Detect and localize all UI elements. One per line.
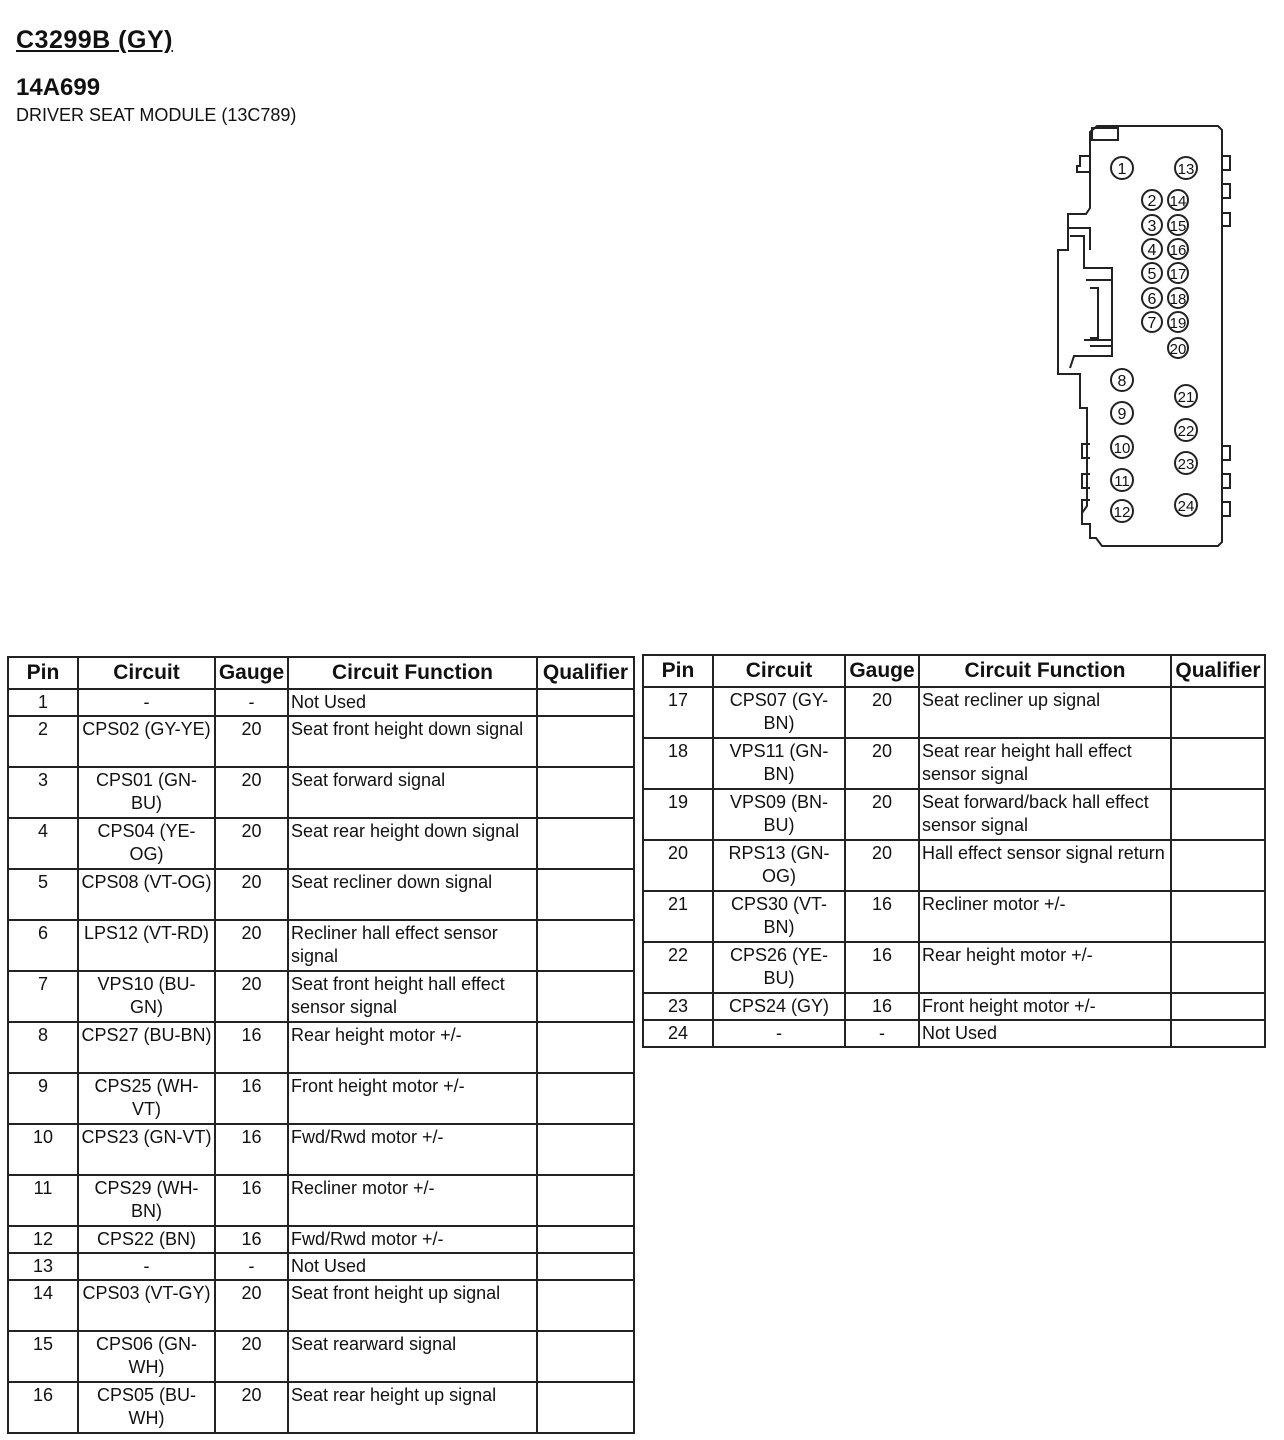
cell-function: Not Used: [288, 1253, 537, 1280]
cell-circuit: CPS29 (WH-BN): [78, 1175, 215, 1226]
connector-housing-outline: [1058, 126, 1230, 546]
cell-circuit: -: [78, 689, 215, 716]
table-row: [8, 1253, 634, 1280]
cell-qualifier: [537, 716, 634, 767]
table-row: [8, 689, 634, 716]
cell-qualifier: [537, 1124, 634, 1175]
cell-pin: 8: [8, 1022, 78, 1073]
cell-gauge: 20: [215, 1331, 288, 1382]
pin-number-label: 18: [1169, 291, 1187, 308]
table-row: [8, 1280, 634, 1331]
cell-qualifier: [1171, 891, 1265, 942]
cell-function: Seat rear height hall effect sensor signal: [919, 738, 1171, 789]
cell-function: Recliner motor +/-: [288, 1175, 537, 1226]
cell-qualifier: [537, 1331, 634, 1382]
part-number: 14A699: [16, 74, 101, 101]
cell-function: Rear height motor +/-: [288, 1022, 537, 1073]
cell-circuit: CPS02 (GY-YE): [78, 716, 215, 767]
cell-circuit: CPS30 (VT-BN): [713, 891, 845, 942]
table-row: [8, 971, 634, 1022]
cell-function: Not Used: [919, 1020, 1171, 1047]
cell-qualifier: [537, 1175, 634, 1226]
header-gauge: Gauge: [215, 657, 288, 689]
table-row: [643, 1020, 1265, 1047]
cell-gauge: 16: [845, 891, 919, 942]
pin-number-label: 17: [1169, 266, 1187, 283]
cell-pin: 1: [8, 689, 78, 716]
cell-gauge: 20: [845, 687, 919, 738]
table-row: [8, 818, 634, 869]
cell-gauge: 20: [215, 1280, 288, 1331]
header-circuit-function: Circuit Function: [919, 655, 1171, 687]
cell-pin: 7: [8, 971, 78, 1022]
header-circuit: Circuit: [713, 655, 845, 687]
pin-number-label: 16: [1169, 242, 1187, 259]
cell-gauge: 20: [845, 738, 919, 789]
cell-circuit: VPS11 (GN-BN): [713, 738, 845, 789]
cell-pin: 12: [8, 1226, 78, 1253]
table-row: [643, 687, 1265, 738]
cell-gauge: 16: [215, 1226, 288, 1253]
cell-circuit: CPS05 (BU-WH): [78, 1382, 215, 1433]
cell-pin: 22: [643, 942, 713, 993]
cell-pin: 4: [8, 818, 78, 869]
pin-circle-group: [1111, 157, 1197, 522]
cell-gauge: 20: [215, 869, 288, 920]
table-row: [643, 840, 1265, 891]
cell-function: Fwd/Rwd motor +/-: [288, 1124, 537, 1175]
module-name: DRIVER SEAT MODULE (13C789): [16, 105, 297, 125]
header-pin: Pin: [8, 657, 78, 689]
table-row: [8, 920, 634, 971]
pin-number-label: 3: [1147, 218, 1157, 235]
cell-circuit: CPS23 (GN-VT): [78, 1124, 215, 1175]
connector-face-diagram: [1040, 118, 1240, 558]
cell-gauge: -: [845, 1020, 919, 1047]
pin-number-label: 5: [1147, 266, 1157, 283]
cell-pin: 14: [8, 1280, 78, 1331]
pinout-rows-left: [8, 689, 634, 1433]
cell-qualifier: [537, 1226, 634, 1253]
table-row: [8, 1124, 634, 1175]
cell-pin: 5: [8, 869, 78, 920]
cell-qualifier: [537, 1022, 634, 1073]
cell-function: Front height motor +/-: [288, 1073, 537, 1124]
pinout-rows-right: [643, 687, 1265, 1047]
cell-pin: 19: [643, 789, 713, 840]
pin-number-label: 8: [1117, 373, 1127, 390]
table-row: [8, 1382, 634, 1433]
cell-gauge: 16: [215, 1124, 288, 1175]
pinout-table-left: [7, 656, 635, 1434]
cell-gauge: 16: [845, 942, 919, 993]
cell-circuit: CPS03 (VT-GY): [78, 1280, 215, 1331]
cell-pin: 17: [643, 687, 713, 738]
cell-gauge: 20: [215, 920, 288, 971]
pin-number-label: 21: [1177, 389, 1195, 406]
table-row: [8, 869, 634, 920]
cell-gauge: 20: [845, 789, 919, 840]
cell-function: Hall effect sensor signal return: [919, 840, 1171, 891]
cell-function: Recliner hall effect sensor signal: [288, 920, 537, 971]
table-row: [8, 1226, 634, 1253]
cell-circuit: -: [713, 1020, 845, 1047]
pin-number-label: 10: [1113, 440, 1131, 457]
cell-circuit: -: [78, 1253, 215, 1280]
cell-function: Seat forward signal: [288, 767, 537, 818]
cell-pin: 3: [8, 767, 78, 818]
table-header-row: [643, 655, 1265, 687]
cell-pin: 13: [8, 1253, 78, 1280]
cell-pin: 21: [643, 891, 713, 942]
cell-function: Front height motor +/-: [919, 993, 1171, 1020]
cell-gauge: 20: [215, 1382, 288, 1433]
cell-qualifier: [1171, 738, 1265, 789]
cell-function: Seat front height hall effect sensor signal: [288, 971, 537, 1022]
cell-circuit: CPS27 (BU-BN): [78, 1022, 215, 1073]
header-gauge: Gauge: [845, 655, 919, 687]
pinout-table-right: [642, 654, 1266, 1048]
table-row: [643, 891, 1265, 942]
cell-pin: 11: [8, 1175, 78, 1226]
cell-qualifier: [537, 1073, 634, 1124]
cell-pin: 2: [8, 716, 78, 767]
cell-circuit: LPS12 (VT-RD): [78, 920, 215, 971]
cell-qualifier: [537, 1382, 634, 1433]
cell-circuit: VPS09 (BN-BU): [713, 789, 845, 840]
header-circuit: Circuit: [78, 657, 215, 689]
cell-gauge: 16: [215, 1073, 288, 1124]
pin-number-label: 1: [1117, 161, 1127, 178]
cell-qualifier: [1171, 993, 1265, 1020]
cell-circuit: CPS06 (GN-WH): [78, 1331, 215, 1382]
cell-circuit: CPS24 (GY): [713, 993, 845, 1020]
cell-qualifier: [1171, 840, 1265, 891]
cell-function: Seat rear height down signal: [288, 818, 537, 869]
pin-number-label: 19: [1169, 315, 1187, 332]
pin-number-label: 11: [1114, 473, 1130, 490]
cell-function: Seat front height up signal: [288, 1280, 537, 1331]
header-pin: Pin: [643, 655, 713, 687]
cell-qualifier: [537, 869, 634, 920]
cell-gauge: 20: [845, 840, 919, 891]
pin-number-label: 14: [1169, 193, 1187, 210]
cell-function: Seat rear height up signal: [288, 1382, 537, 1433]
cell-circuit: RPS13 (GN-OG): [713, 840, 845, 891]
table-row: [8, 1073, 634, 1124]
header-circuit-function: Circuit Function: [288, 657, 537, 689]
cell-qualifier: [1171, 1020, 1265, 1047]
cell-qualifier: [537, 689, 634, 716]
cell-circuit: CPS07 (GY-BN): [713, 687, 845, 738]
table-row: [8, 1331, 634, 1382]
pin-number-label: 6: [1147, 291, 1157, 308]
pin-number-label: 22: [1177, 423, 1195, 440]
pin-number-label: 12: [1113, 504, 1131, 521]
cell-function: Seat rearward signal: [288, 1331, 537, 1382]
table-header-row: [8, 657, 634, 689]
table-row: [8, 1175, 634, 1226]
cell-circuit: CPS01 (GN-BU): [78, 767, 215, 818]
pin-number-label: 15: [1169, 218, 1187, 235]
cell-qualifier: [537, 920, 634, 971]
pin-number-label: 20: [1169, 341, 1187, 358]
cell-pin: 24: [643, 1020, 713, 1047]
cell-qualifier: [1171, 942, 1265, 993]
cell-function: Seat recliner down signal: [288, 869, 537, 920]
cell-qualifier: [537, 1280, 634, 1331]
table-row: [643, 993, 1265, 1020]
table-row: [643, 738, 1265, 789]
cell-function: Rear height motor +/-: [919, 942, 1171, 993]
cell-pin: 15: [8, 1331, 78, 1382]
pin-number-label: 24: [1177, 498, 1195, 515]
pin-number-label: 7: [1147, 315, 1157, 332]
cell-pin: 18: [643, 738, 713, 789]
pin-number-label: 23: [1177, 456, 1195, 473]
table-row: [8, 716, 634, 767]
header-qualifier: Qualifier: [1171, 655, 1265, 687]
cell-gauge: 20: [215, 767, 288, 818]
cell-circuit: VPS10 (BU-GN): [78, 971, 215, 1022]
cell-gauge: 16: [845, 993, 919, 1020]
table-row: [8, 767, 634, 818]
cell-function: Recliner motor +/-: [919, 891, 1171, 942]
cell-function: Seat front height down signal: [288, 716, 537, 767]
cell-qualifier: [1171, 687, 1265, 738]
cell-circuit: CPS26 (YE-BU): [713, 942, 845, 993]
cell-gauge: 16: [215, 1022, 288, 1073]
pin-number-label: 13: [1177, 161, 1195, 178]
cell-function: Seat forward/back hall effect sensor signal: [919, 789, 1171, 840]
pin-number-label: 2: [1147, 193, 1157, 210]
cell-gauge: 16: [215, 1175, 288, 1226]
cell-circuit: CPS08 (VT-OG): [78, 869, 215, 920]
pin-number-label: 4: [1147, 242, 1157, 259]
cell-pin: 23: [643, 993, 713, 1020]
cell-pin: 6: [8, 920, 78, 971]
cell-pin: 9: [8, 1073, 78, 1124]
pin-number-label: 9: [1117, 406, 1127, 423]
cell-gauge: 20: [215, 971, 288, 1022]
cell-circuit: CPS25 (WH-VT): [78, 1073, 215, 1124]
cell-function: Not Used: [288, 689, 537, 716]
cell-qualifier: [537, 971, 634, 1022]
table-row: [8, 1022, 634, 1073]
cell-pin: 16: [8, 1382, 78, 1433]
table-row: [643, 789, 1265, 840]
cell-qualifier: [537, 767, 634, 818]
cell-gauge: 20: [215, 716, 288, 767]
cell-qualifier: [1171, 789, 1265, 840]
cell-qualifier: [537, 1253, 634, 1280]
connector-id: C3299B (GY): [16, 26, 173, 54]
cell-function: Fwd/Rwd motor +/-: [288, 1226, 537, 1253]
cell-circuit: CPS04 (YE-OG): [78, 818, 215, 869]
cell-function: Seat recliner up signal: [919, 687, 1171, 738]
cell-pin: 20: [643, 840, 713, 891]
cell-pin: 10: [8, 1124, 78, 1175]
cell-gauge: -: [215, 1253, 288, 1280]
header-qualifier: Qualifier: [537, 657, 634, 689]
cell-qualifier: [537, 818, 634, 869]
cell-circuit: CPS22 (BN): [78, 1226, 215, 1253]
cell-gauge: 20: [215, 818, 288, 869]
cell-gauge: -: [215, 689, 288, 716]
table-row: [643, 942, 1265, 993]
